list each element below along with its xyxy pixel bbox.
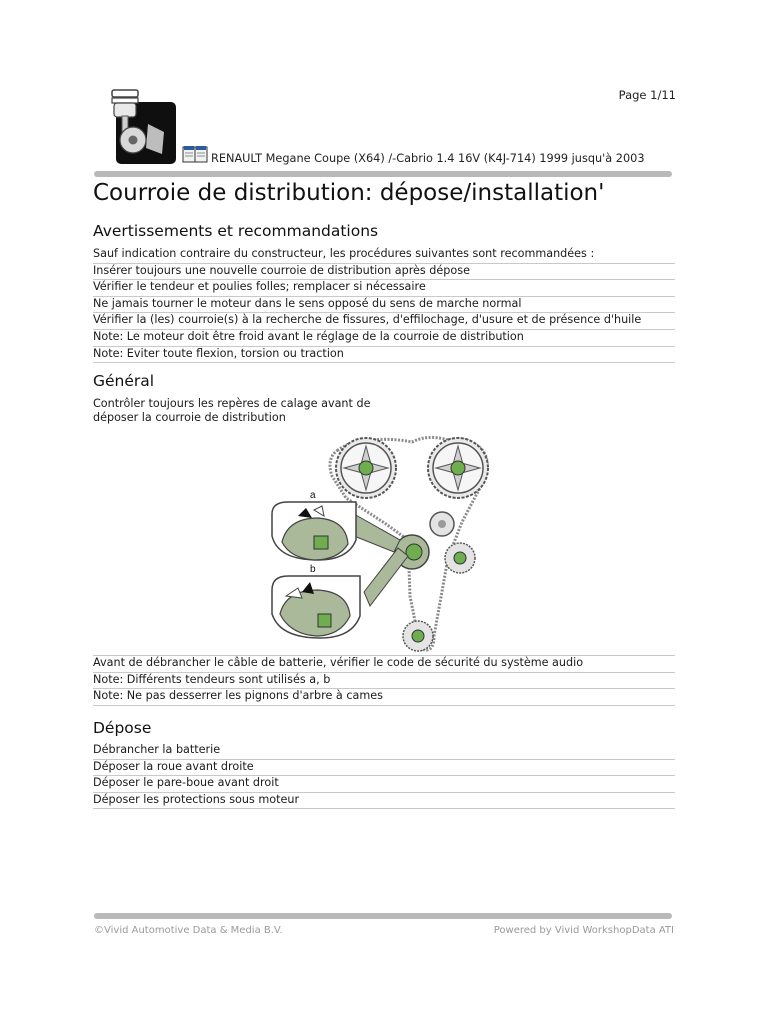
list-item: Avant de débrancher le câble de batterie, vérifier le code de sécurité du système audio [93, 656, 675, 673]
timing-belt-diagram [268, 428, 500, 656]
tensioner-detail-b-icon [272, 576, 360, 638]
list-item: Débrancher la batterie [93, 743, 675, 760]
engine-logo-icon [94, 88, 177, 164]
footer-divider [94, 913, 672, 919]
warnings-heading: Avertissements et recommandations [93, 222, 379, 240]
list-item: Déposer la roue avant droite [93, 760, 675, 777]
page-title: Courroie de distribution: dépose/installation' [93, 180, 605, 206]
tensioner-detail-a-icon [272, 502, 356, 560]
footer-powered-by: Powered by Vivid WorkshopData ATI [493, 925, 674, 936]
list-item: Note: Différents tendeurs sont utilisés a, b [93, 673, 675, 690]
diagram-label-a: a [310, 490, 316, 501]
diagram-label-b: b [310, 564, 316, 575]
footer-copyright: ©Vivid Automotive Data & Media B.V. [94, 925, 283, 936]
list-item: Note: Ne pas desserrer les pignons d'arbre à cames [93, 689, 675, 706]
header-divider [94, 171, 672, 177]
general-list [93, 655, 675, 706]
list-item: Déposer le pare-boue avant droit [93, 776, 675, 793]
list-item: Vérifier la (les) courroie(s) à la recherche de fissures, d'effilochage, d'usure et de présence d'huile [93, 313, 675, 330]
list-item: Note: Eviter toute flexion, torsion ou traction [93, 347, 675, 364]
camshaft-sprocket-left-icon [336, 438, 396, 498]
depose-heading: Dépose [93, 719, 152, 737]
list-item: Ne jamais tourner le moteur dans le sens opposé du sens de marche normal [93, 297, 675, 314]
camshaft-sprocket-right-icon [428, 438, 488, 498]
vehicle-title: RENAULT Megane Coupe (X64) /-Cabrio 1.4 16V (K4J-714) 1999 jusqu'à 2003 [211, 152, 645, 165]
general-heading: Général [93, 372, 155, 390]
book-icon [182, 144, 208, 164]
page-number: Page 1/11 [618, 88, 676, 102]
depose-list [93, 743, 675, 809]
list-item: Note: Le moteur doit être froid avant le réglage de la courroie de distribution [93, 330, 675, 347]
general-intro: Contrôler toujours les repères de calage avant de déposer la courroie de distribution [93, 397, 371, 424]
list-item: Déposer les protections sous moteur [93, 793, 675, 810]
list-item: Sauf indication contraire du constructeur, les procédures suivantes sont recommandées : [93, 247, 675, 264]
warnings-list [93, 247, 675, 363]
list-item: Insérer toujours une nouvelle courroie de distribution après dépose [93, 264, 675, 281]
list-item: Vérifier le tendeur et poulies folles; remplacer si nécessaire [93, 280, 675, 297]
